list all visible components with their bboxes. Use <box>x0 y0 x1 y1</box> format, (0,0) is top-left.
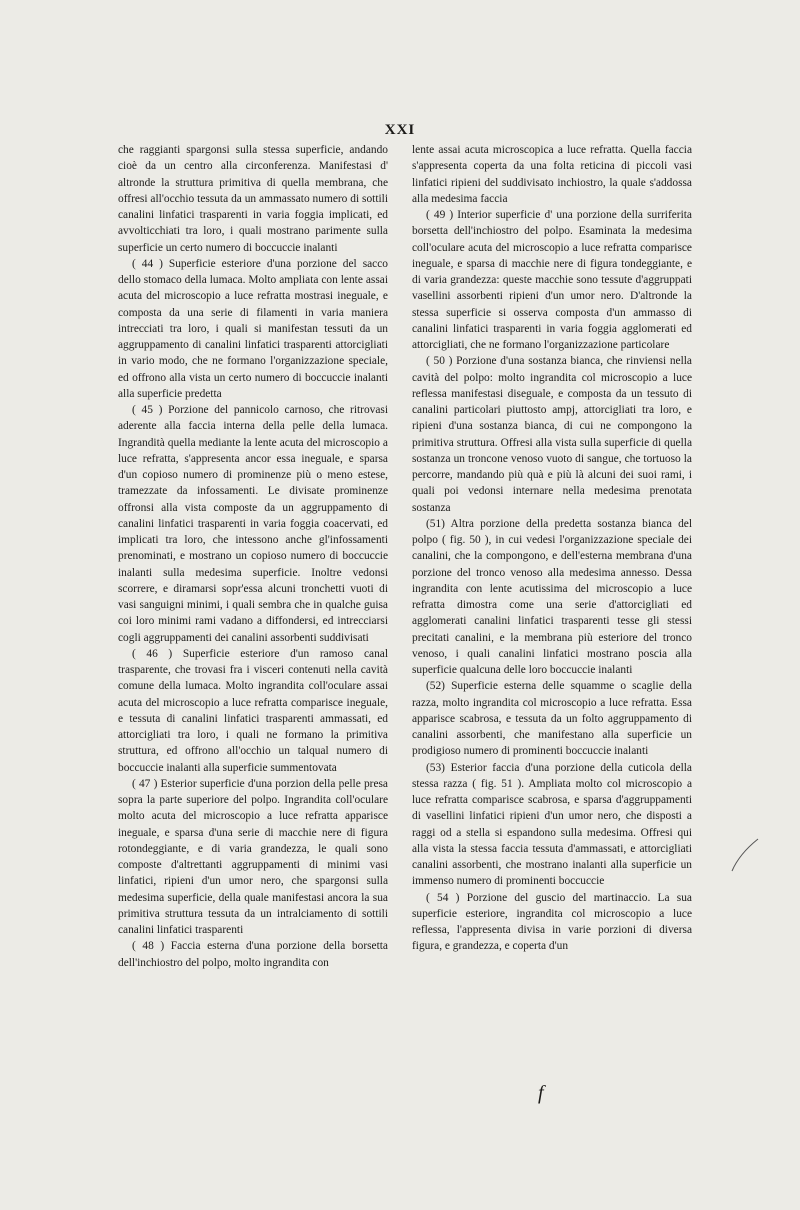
paragraph-52: (52) Superficie esterna delle squamme o scaglie della razza, molto ingrandita col microscopio a luce refratta. Essa apparisce scabrosa, e tessuta da un folto aggruppamento di canalini assorbenti, che manifestano alla superficie un prodigioso numero di prominenti boccuccie inalanti <box>412 680 692 758</box>
paragraph-54: ( 54 ) Porzione del guscio del martinaccio. La sua superficie esteriore, ingrandita col microscopio a luce reflessa, l'appresenta divisa in varie porzioni di diversa figura, e grandezza, e coperta d'un <box>412 891 692 953</box>
paragraph-44: ( 44 ) Superficie esteriore d'una porzione del sacco dello stomaco della lumaca. Molto ampliata con lente assai acuta del microscopio a luce refratta mostrasi ineguale, e composta da una serie di filamenti in varia maniera intrecciati tra loro, i quali si manifestan tessuti da un aggruppamento di canalini linfatici trasparenti attorcigliati in vario modo, che ne formano l'organizzazione speciale, ed offrono alla vista un certo numero di boccuccie inalanti alla superficie predetta <box>118 257 388 400</box>
pencil-mark-icon <box>726 835 766 875</box>
paragraph-46: ( 46 ) Superficie esteriore d'un ramoso canal trasparente, che trovasi fra i visceri contenuti nella cavità comune della lumaca. Molto ingrandita coll'oculare assai acuta del microscopio a luce refratta comparisce ineguale, e tessuta di canalini linfatici trasparenti ammassati, ed attorcigliati tra loro, i quali ne formano la primitiva struttura, ed offrono all'occhio un talqual numero di boccuccie inalanti alla superficie summentovata <box>118 647 388 774</box>
paragraph-48-continuation: lente assai acuta microscopica a luce refratta. Quella faccia s'appresenta coperta da una folta reticina di piccoli vasi linfatici ripieni del suddivisato inchiostro, la quale s'addossa alla medesima faccia <box>412 144 692 205</box>
right-column <box>412 142 692 955</box>
paragraph-48: ( 48 ) Faccia esterna d'una porzione della borsetta dell'inchiostro del polpo, molto ingrandita con <box>118 940 388 969</box>
paragraph-49: ( 49 ) Interior superficie d' una porzione della surriferita borsetta dell'inchiostro del polpo. Esaminata la medesima coll'oculare acuta del microscopio a luce refratta comparisce ineguale, e sparsa di macchie nere di figura tondeggiante, e di varia grandezza: queste macchie sono tessute d'aggruppati vasellini assorbenti ripieni d'un umor nero. D'altronde la stessa superficie si osserva composta d'un ammasso di canalini linfatici trasparenti in varia foggia agglomerati ed attorcigliati, che ne formano l'organizzazione particolare <box>412 209 692 351</box>
signature-mark: f <box>538 1082 544 1104</box>
left-column <box>118 142 388 971</box>
page-number: XXI <box>384 122 416 138</box>
paragraph-47: ( 47 ) Esterior superficie d'una porzion della pelle presa sopra la parte superiore del polpo. Ingrandita coll'oculare molto acuta del microscopio a luce refratta apparisce ineguale, e sparsa d'una serie di macchie nere di figura rotondeggiante, e di varia grandezza, le quali sono composte d'altrettanti aggruppamenti di minimi vasi linfatici, ripieni d'un umor nero, che spargonsi sulla medesima superficie, della quale manifestasi ancora la sua primitiva struttura tessuta da un intralciamento di sottili canalini linfatici trasparenti <box>118 777 388 936</box>
paragraph-45: ( 45 ) Porzione del pannicolo carnoso, che ritrovasi aderente alla faccia interna della pelle della lumaca. Ingrandità quella mediante la lente acuta del microscopio a luce refratta, s'appresenta ancor essa ineguale, e sparsa d'un copioso numero di prominenze più o meno estese, tramezzate da infossamenti. Le divisate prominenze offronsi alla vista composte da un aggruppamento di canalini linfatici trasparenti in varia foggia coacervati, ed implicati tra loro, che intessono anche gl'infossamenti prenominati, e mostrano un copioso numero di boccuccie inalanti sulla medesima superficie. Inoltre vedonsi scorrere, e diramarsi sopr'essa alcuni tronchetti vuoti di vasi sanguigni minimi, i quali sembra che in qualche guisa coi loro minimi rami vadano a diffondersi, ed intrecciarsi cogli aggruppamenti dei canalini assorbenti suddivisati <box>118 404 388 644</box>
paragraph-53: (53) Esterior faccia d'una porzione della cuticola della stessa razza ( fig. 51 ). Ampliata molto col microscopio a luce refratta comparisce scabrosa, e sparsa d'aggruppamenti di vasellini linfatici ripieni d'un umor nero, che disposti a raggi od a stella si espandono sulla medesima. Offresi qui alla vista la stessa faccia tessuta d'ammassati, e attorcigliati canalini assorbenti, che mostrano inalanti alla superficie un immenso numero di prominenti boccuccie <box>412 761 692 888</box>
paragraph-51: (51) Altra porzione della predetta sostanza bianca del polpo ( fig. 50 ), in cui vedesi l'organizzazione speciale dei canalini, che la compongono, e dell'esterna membrana d'una porzione del tronco venoso alla medesima annesso. Dessa ingrandita con lente acutissima del microscopio a luce refratta dimostra come una serie d'attorcigliati ed agglomerati canalini linfatici trasparenti tesse gli stessi precitati canalini, e la membrana più esteriore del tronco venoso, i quali canalini linfatici mostrano poscia alla superficie qualcuna delle loro boccuccie inalanti <box>412 517 692 676</box>
paragraph-continuation: che raggianti spargonsi sulla stessa superficie, andando cioè da un centro alla circonferenza. Manifestasi d' altronde la struttura primitiva di quella membrana, che offresi all'occhio tessuta da un ammassato numero di sottili canalini linfatici trasparenti in varia foggia implicati, ed avvolticchiati tra loro, i quali mostrano parimente sulla superficie un certo numero di boccuccie inalanti <box>118 144 388 254</box>
paragraph-50: ( 50 ) Porzione d'una sostanza bianca, che rinviensi nella cavità del polpo: molto ingrandita col microscopio a luce reflessa manifestasi diseguale, e composta da un tessuto di canalini particolari piuttosto ampj, attorcigliati tra loro, e ripieni d'una sostanza bianca, di cui ne compongono la primitiva struttura. Offresi alla vista sulla superficie di quella sostanza un troncone venoso vuoto di sangue, che tortuoso la percorre, mandando più quà e più là alcuni dei suoi rami, i quali poi vedonsi internare nella medesima prenotata sostanza <box>412 355 692 514</box>
